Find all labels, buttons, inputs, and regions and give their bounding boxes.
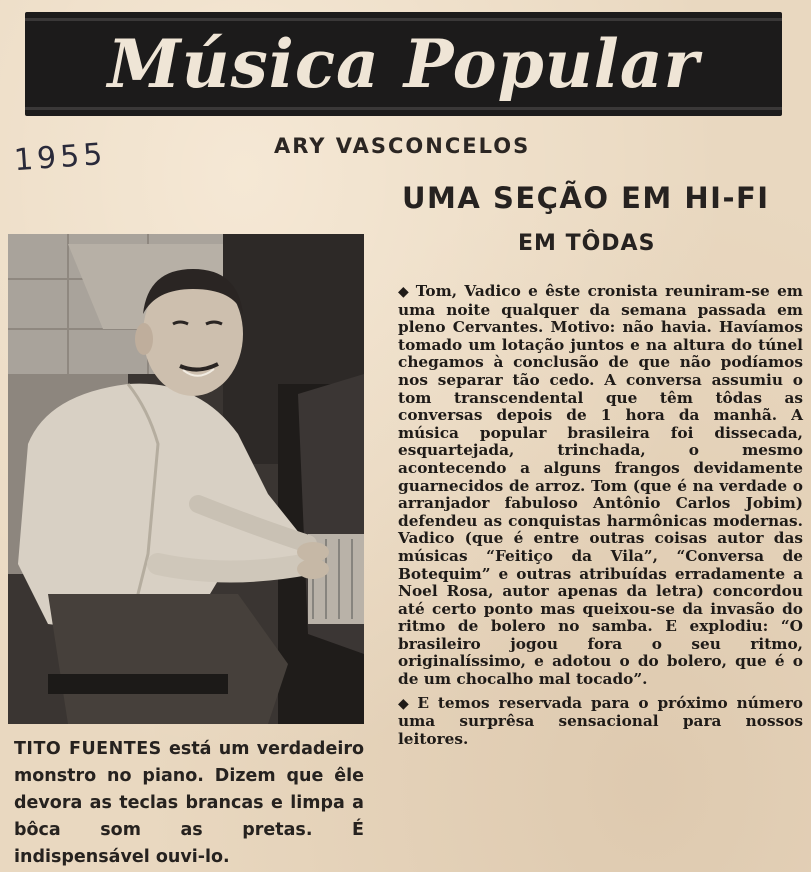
paragraph-text: Tom, Vadico e êste cronista reuniram-se em uma noite qualquer da semana passada em pleno Cervantes. Motivo: não havia. Havíamos tomado um lotação juntos e na altura do túnel chegamos à conclusão de que não podíamos nos separar tão cedo. A conversa assumiu o tom transcendental que têm tôdas as conversas depois de 1 hora da manhã. A música popular brasileira foi dissecada, esquartejada, trinchada, o mesmo acontecendo a alguns frangos devidamente guarnecidos de arroz. Tom (que é na verdade o arranjador fabuloso Antônio Carlos Jobim) defendeu as conquistas harmônicas modernas. Vadico (que é entre outras coisas autor das músicas “Feitiço da Vila”, “Conversa de Botequim” e outras atribuídas erradamente a Noel Rosa, autor apenas da letra) concordou até certo ponto mas queixou-se da invasão do ritmo de bolero no samba. E explodiu: “O brasileiro jogou fora o seu ritmo, originalíssimo, e adotou o do bolero, que é o de um chocalho mal tocado”. (398, 282, 803, 689)
subheadline: EM TÔDAS (518, 231, 656, 256)
article-paragraph (398, 283, 803, 689)
bullet-diamond-icon: ◆ (398, 695, 413, 712)
masthead-title: Música Popular (107, 25, 700, 103)
byline: ARY VASCONCELOS (274, 134, 531, 158)
photo-caption (14, 736, 364, 871)
bullet-diamond-icon: ◆ (398, 284, 411, 300)
headline: UMA SEÇÃO EM HI-FI (402, 181, 770, 215)
article-paragraph (398, 695, 803, 749)
article-body (398, 283, 803, 748)
masthead-banner (25, 12, 782, 116)
handwritten-year: 1955 (12, 136, 108, 179)
pianist-photo (8, 234, 364, 724)
paragraph-text: E temos reservada para o próximo número uma surprêsa sensacional para nossos leitores. (398, 693, 803, 748)
caption-name: TITO FUENTES (14, 739, 162, 759)
caption-text: está um verdadeiro monstro no piano. Dizem que êle devora as teclas brancas e limpa a bôca som as pretas. É indispensável ouvi-lo. (14, 739, 364, 867)
